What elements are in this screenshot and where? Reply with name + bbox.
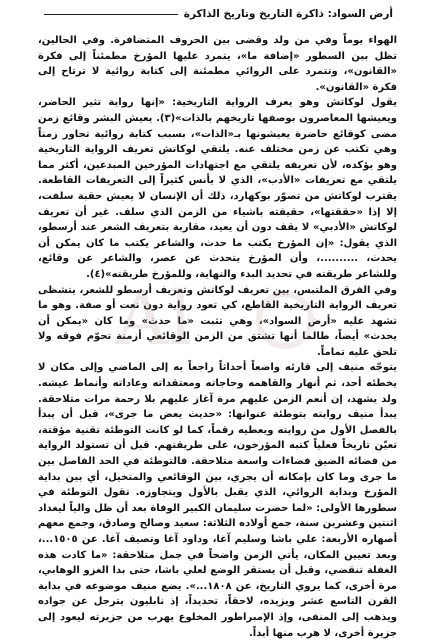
paragraph: الهواء يوماً وفي من ولد وقضى بين الحروف المتضافرة. وفي الحالين، تظل بين السطور «إضافة ما»، يتمرد عليها المؤرخ مطمئناً إلى فكرة «القانون»، وتتمرد على الروائي مطمئنة إلى كتابة روائية لا ترتاح إلى فكرة «القانون». [38,35,397,93]
running-header [40,8,393,20]
watermark-text: Al [115,276,193,362]
header-rule [44,14,178,15]
running-header-title: أرض السواد: ذاكرة التاريخ وتاريخ الذاكرة [183,8,393,20]
body-text [38,33,397,641]
paragraph: يتوجّه منيف إلى قارئه واضعاً أحداثاً راجعاً به إلى الماضي وإلى مكان لا يخطئه أحد، ثم أنهار والقاهمه وحاجاته ومعتقداته وعاداته وأنماط عيشه. ولد يشهد، إن أنعم الزمن عليهم مرة آغاز عليهم بلا رحمة مرات متلاحقة. يبدأ منيف روايته بتوطئة عنوانها: «حديث يعض ما جرى»، قبل أن يبدأ بالفصل الأول من روايته ويعطيه رقماً، كما لو كانت التوطئة تقنية مؤقتة، تعيّن تاريخاً فعلياً كتبه المؤرخون، على طريقتهم. قبل أن تستولد الرواية من فضائه الضيق فضاءات واسعة متلاحقة. فالتوطئة في الحد الفاصل بين ما جرى وما كان بإمكانه أن يجري، بين الوقائعي والمتخيل، أي بين بداية المؤرخ وبداية الروائي، الذي يقبل بالأول ويتجاوزه. تقول التوطئة في سطورها الأولى: «لما حضرت سليمان الكبير الوفاة بعد أن ظل والياً ليغداد اثنتين وعشرين سنة، جمع أولاده الثلاثة: سعيد وصالح وصادق، وجمع معهم أصهاره الأربعة: علي باشا وسليم آغا، وداود آغا وتصيف آغا. عن ١٥٠٥...، وبعد تعيين المكان، يأتي الزمن واضحاً في جمل متلاحقة: «ما كادت هذه الغفلة تنقضي، وقبل أن يستقر الوضع لعلي باشا، حتى بدا الغزو الوهابي، مرة أخرى، كما يروي التاريخ، عن ١٨٠٨...». يضع منيف موضوعه في بداية القرن التاسع عشر ويزيده، لاحقاً، تحديداً، إذ نابليون يترجل عن جواده ويذهب إلى المنفى، وإذ الإمبراطور المخلوع يهرب من جزيرته ليعود إلى جزيرة أخرى، لا هرب منها أبداً. [38,362,397,639]
paragraph: يقول لوكاتش وهو يعرف الرواية التاريخية: «إنها رواية تثير الحاضر، ويعيشها المعاصرون بوصفها تاريخهم بالذات»(٣). يعيش البشر وقائع زمن مضى كوقائع حاضرة يعيشونها بـ«الذات»، بسبب كتابة روائية تحاور زمناً وهي تكتب عن زمن مختلف عنه. يلتقي لوكاتش تعريف الرواية التاريخية وهو يؤكده، لأن تعريفه يلتقي مع اجتهادات المؤرخين المبدعين، أكثر مما يلتقي مع تعريفات «الأدب»، الذي لا يأنس كثيراً إلى التعريفات القاطعة. يقترب لوكاتش من تصوّر بوكهارد، ذلك أن الإنسان لا يعيش حقبة سلفت، إلا إذا «حققتها»، حقيقته باشياء من الزمن الذي سلف. غير أن تعريف لوكاتش «الأدبي» لا يقف دون أن يعيد، مقاربة بتعريف الشعر عند أرسطو، الذي يقول: «إن المؤرخ يكتب ما حدث، والشاعر يكتب ما كان يمكن أن يحدث، ..........، وأن المؤرخ يتحدث عن عصر، والشاعر عن وقائع، وللشاعر طريقته في تحديد البدء والنهاية، وللمؤرخ طريقته»(٤). [38,97,397,280]
paragraph: وفي الفرق الملتبس، بين تعريف لوكاتش وتعريف أرسطو للشعر، يتشظى تعريف الرواية التاريخية القاطع، كي تعود رواية دون نعت أو صفة. وهو ما تشهد عليه «أرض السواد»، وهي تثبت «ما حدث» وما كان «يمكن أن يحدث» أيضاً، طالما أنها تشتق من الزمن الوقائعي أزمنة تحوّم فوقه ولا تلحق عليه تماماً. [38,284,397,358]
